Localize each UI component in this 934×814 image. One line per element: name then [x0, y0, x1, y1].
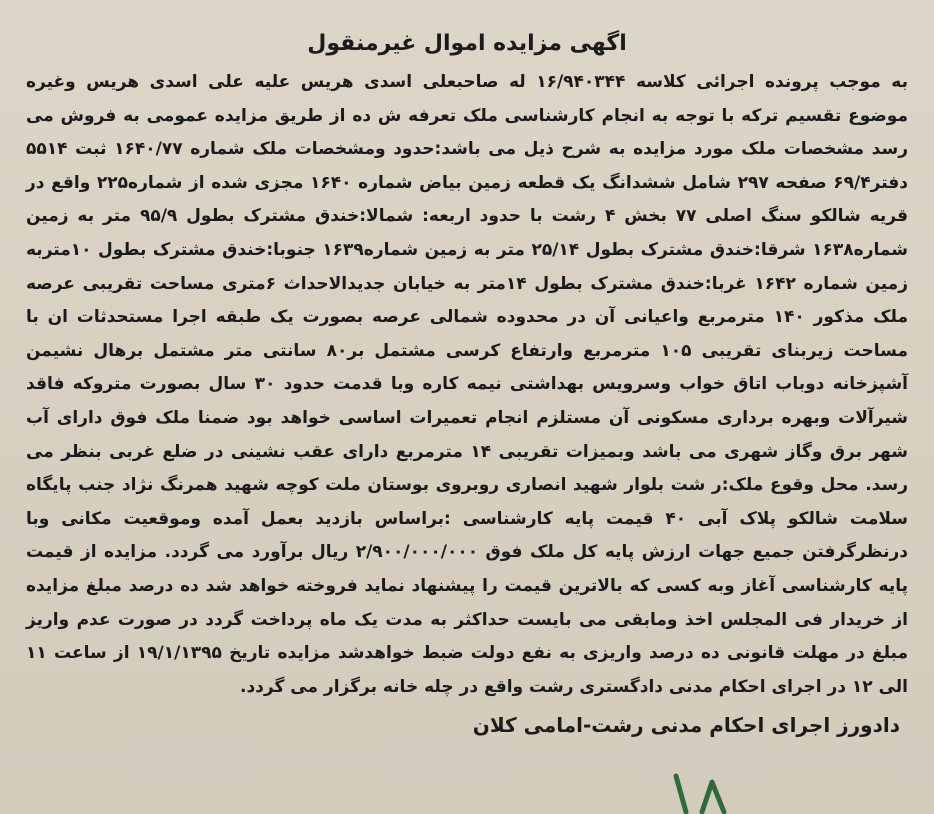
notice-signature: دادورز اجرای احکام مدنی رشت-امامی کلان — [472, 713, 900, 738]
notice-body: به موجب پرونده اجرائی کلاسه ۱۶/۹۴۰۳۴۴ له صاحبعلی اسدی هریس علیه علی اسدی هریس وغیره موضوع تقسیم ترکه با توجه به انجام کارشناسی ملک تعرفه ش ده از طریق مزایده عمومی به فروش می رسد مشخصات ملک مورد مزایده به شرح ذیل می باشد:حدود ومشخصات ملک شماره ۱۶۴۰/۷۷ ثبت ۵۵۱۴ دفتر۶۹/۴ صفحه ۲۹۷ شامل ششدانگ یک قطعه زمین بیاض شماره ۱۶۴۰ مجزی شده از شماره۲۲۵ واقع در قریه شالکو سنگ اصلی ۷۷ بخش ۴ رشت با حدود اربعه: شمالا:خندق مشترک بطول ۹۵/۹ متر به زمین شماره۱۶۳۸ شرقا:خندق مشترک بطول ۲۵/۱۴ متر به زمین شماره۱۶۳۹ جنوبا:خندق مشترک بطول ۱۰متربه زمین شماره ۱۶۴۲ غربا:خندق مشترک بطول ۱۴متر به خیابان جدیدالاحداث ۶متری مساحت تقریبی عرصه ملک مذکور ۱۴۰ مترمربع واعیانی آن در محدوده شمالی عرصه بصورت یک طبقه اجرا مستحدثات ان با مساحت زیربنای تقریبی ۱۰۵ مترمربع وارتفاع کرسی مشتمل بر۸۰ سانتی متر مشتمل برهال نشیمن آشپزخانه دوباب اتاق خواب وسرویس بهداشتی نیمه کاره وبا قدمت حدود ۳۰ سال بصورت متروکه فاقد شیرآلات وبهره برداری مسکونی آن مستلزم انجام تعمیرات اساسی خواهد بود ضمنا ملک فوق دارای آب شهر برق وگاز شهری می باشد وبمیزات تقریبی ۱۴ مترمربع دارای عقب نشینی در ضلع غربی بنظر می رسد. محل وقوع ملک:ر شت بلوار شهید انصاری روبروی بوستان ملت کوچه شهید همرنگ نژاد جنب پایگاه سلامت شالکو پلاک آبی ۴۰ قیمت پایه کارشناسی :براساس بازدید بعمل آمده وموقعیت مکانی وبا درنظرگرفتن جمیع جهات ارزش پایه کل ملک فوق ۲/۹۰۰/۰۰۰/۰۰۰ ریال برآورد می گردد. مزایده از قیمت پایه کارشناسی آغاز وبه کسی که بالاترین قیمت را پیشنهاد نماید فروخته خواهد شد ده درصد مبلغ مزایده از خریدار فی المجلس اخذ ومابقی می بایست حداکثر به مدت یک ماه پرداخت گردد در صورت عدم واریز مبلغ در مهلت قانونی ده درصد واریزی به نفع دولت ضبط خواهدشد مزایده تاریخ ۱۹/۱/۱۳۹۵ از ساعت ۱۱ الی ۱۲ در اجرای احکام مدنی دادگستری رشت واقع در چله خانه برگزار می گردد. — [26, 72, 909, 697]
handwritten-stamp-mark — [668, 772, 768, 814]
notice-title: اگهی مزایده اموال غیرمنقول — [307, 31, 627, 56]
